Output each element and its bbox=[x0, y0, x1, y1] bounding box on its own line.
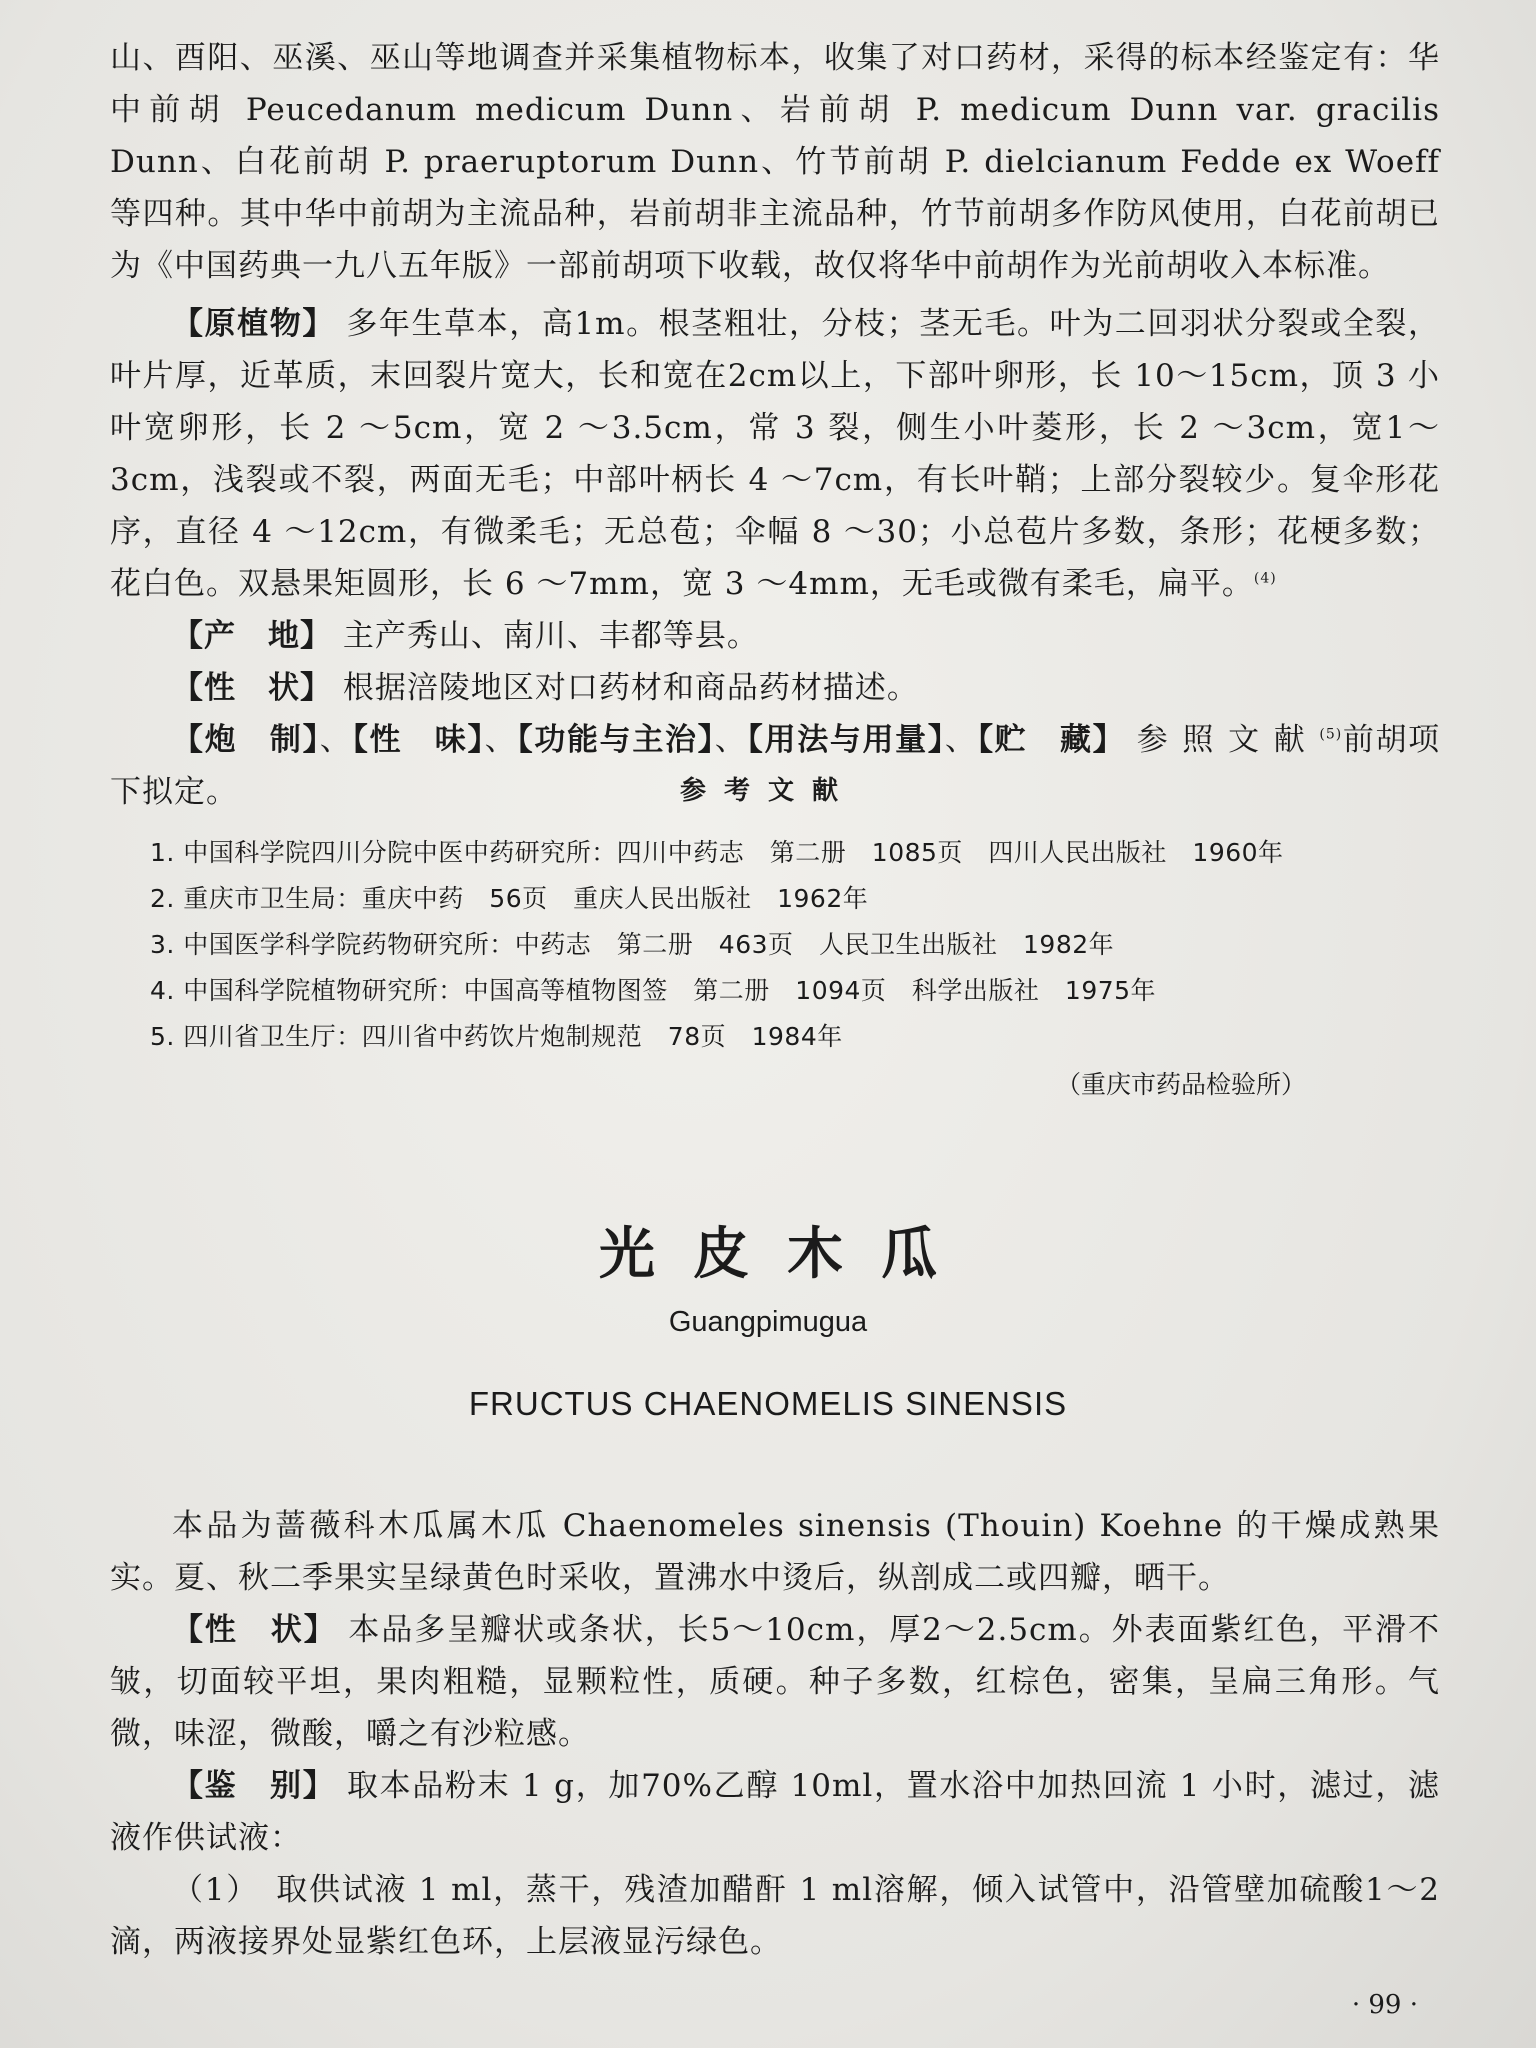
continuation-paragraph: 山、酉阳、巫溪、巫山等地调查并采集植物标本，收集了对口药材，采得的标本经鉴定有：华中前胡 Peucedanum medicum Dunn、岩前胡 P. medicum Dunn var. gracilis Dunn、白花前胡 P. praeruptorum Dunn、竹节前胡 P. dielcianum Fedde ex Woeff 等四种。其中华中前胡为主流品种，岩前胡非主流品种，竹节前胡多作防风使用，白花前胡已为《中国药典一九八五年版》一部前胡项下收载，故仅将华中前胡作为光前胡收入本标准。 bbox=[110, 40, 1440, 284]
institution-credit: （重庆市药品检验所） bbox=[1055, 1070, 1306, 1099]
references-list bbox=[150, 830, 1450, 1060]
processing-text: 参照文献 bbox=[1136, 722, 1320, 758]
separator: 、 bbox=[319, 722, 353, 758]
origin-tag: 【产 地】 bbox=[172, 618, 332, 654]
references-heading: 参考文献 bbox=[679, 776, 856, 806]
separator: 、 bbox=[944, 722, 978, 758]
page-number: · 99 · bbox=[1351, 1990, 1418, 2020]
monograph-latin-name: FRUCTUS CHAENOMELIS SINENSIS bbox=[468, 1385, 1068, 1422]
monograph-character-text: 本品多呈瓣状或条状，长5～10cm，厚2～2.5cm。外表面紫红色，平滑不皱，切面较平坦，果肉粗糙，显颗粒性，质硬。种子多数，红棕色，密集，呈扁三角形。气微，味涩，微酸，嚼之有沙粒感。 bbox=[110, 1612, 1440, 1752]
plant-paragraph bbox=[110, 298, 1440, 610]
character-text: 根据涪陵地区对口药材和商品药材描述。 bbox=[342, 670, 919, 706]
intro-paragraph: 本品为蔷薇科木瓜属木瓜 Chaenomeles sinensis (Thouin) Koehne 的干燥成熟果实。夏、秋二季果实呈绿黄色时采收，置沸水中烫后，纵剖成二或四瓣，晒干。 bbox=[110, 1508, 1440, 1596]
reference-item: 4. 中国科学院植物研究所：中国高等植物图签 第二册 1094页 科学出版社 1975年 bbox=[150, 976, 1157, 1005]
reference-item: 2. 重庆市卫生局：重庆中药 56页 重庆人民出版社 1962年 bbox=[150, 884, 869, 913]
usage-tag: 【用法与用量】 bbox=[747, 722, 945, 758]
plant-text: 多年生草本，高1m。根茎粗壮，分枝；茎无毛。叶为二回羽状分裂或全裂，叶片厚，近革质，末回裂片宽大，长和宽在2cm以上，下部叶卵形，长 10～15cm，顶 3 小叶宽卵形，长 2 ～5cm，宽 2 ～3.5cm，常 3 裂，侧生小叶菱形，长 2 ～3cm，宽1～3cm，浅裂或不裂，两面无毛；中部叶柄长 4 ～7cm，有长叶鞘；上部分裂较少。复伞形花序，直径 4 ～12cm，有微柔毛；无总苞；伞幅 8 ～30；小总苞片多数，条形；花梗多数；花白色。双悬果矩圆形，长 6 ～7mm，宽 3 ～4mm，无毛或微有柔毛，扁平。 bbox=[110, 306, 1440, 602]
processing-text-end: 前胡项下拟定。 bbox=[110, 722, 1441, 810]
reference-item: 5. 四川省卫生厅：四川省中药饮片炮制规范 78页 1984年 bbox=[150, 1022, 843, 1051]
taste-tag: 【性 味】 bbox=[352, 722, 485, 758]
test-paragraph: （1） 取供试液 1 ml，蒸干，残渣加醋酐 1 ml溶解，倾入试管中，沿管壁加硫酸1～2滴，两液接界处显紫红色环，上层液显污绿色。 bbox=[110, 1872, 1440, 1960]
separator: 、 bbox=[484, 722, 518, 758]
function-tag: 【功能与主治】 bbox=[517, 722, 715, 758]
plant-tag: 【原植物】 bbox=[172, 306, 335, 342]
origin-paragraph bbox=[110, 610, 1440, 662]
separator: 、 bbox=[714, 722, 748, 758]
character-paragraph bbox=[110, 662, 1440, 714]
monograph-character-tag: 【性 状】 bbox=[172, 1612, 337, 1648]
processing-ref: (5) bbox=[1319, 726, 1343, 743]
reference-item: 3. 中国医学科学院药物研究所：中药志 第二册 463页 人民卫生出版社 1982年 bbox=[150, 930, 1115, 959]
monograph-title: 光皮木瓜 bbox=[599, 1222, 975, 1287]
top-section bbox=[110, 32, 1440, 818]
storage-tag: 【贮 藏】 bbox=[977, 722, 1126, 758]
plant-ref: (4) bbox=[1253, 570, 1277, 587]
monograph-character-paragraph bbox=[110, 1604, 1440, 1760]
identification-text: 取本品粉末 1 g，加70%乙醇 10ml，置水浴中加热回流 1 小时，滤过，滤液作供试液： bbox=[110, 1768, 1441, 1856]
monograph-body bbox=[110, 1500, 1440, 1968]
identification-paragraph bbox=[110, 1760, 1440, 1864]
reference-item: 1. 中国科学院四川分院中医中药研究所：四川中药志 第二册 1085页 四川人民出版社 1960年 bbox=[150, 838, 1284, 867]
monograph-pinyin: Guangpimugua bbox=[668, 1306, 868, 1338]
origin-text: 主产秀山、南川、丰都等县。 bbox=[342, 618, 759, 654]
processing-tag: 【炮 制】 bbox=[172, 722, 320, 758]
character-tag: 【性 状】 bbox=[172, 670, 332, 706]
identification-tag: 【鉴 别】 bbox=[172, 1768, 336, 1804]
